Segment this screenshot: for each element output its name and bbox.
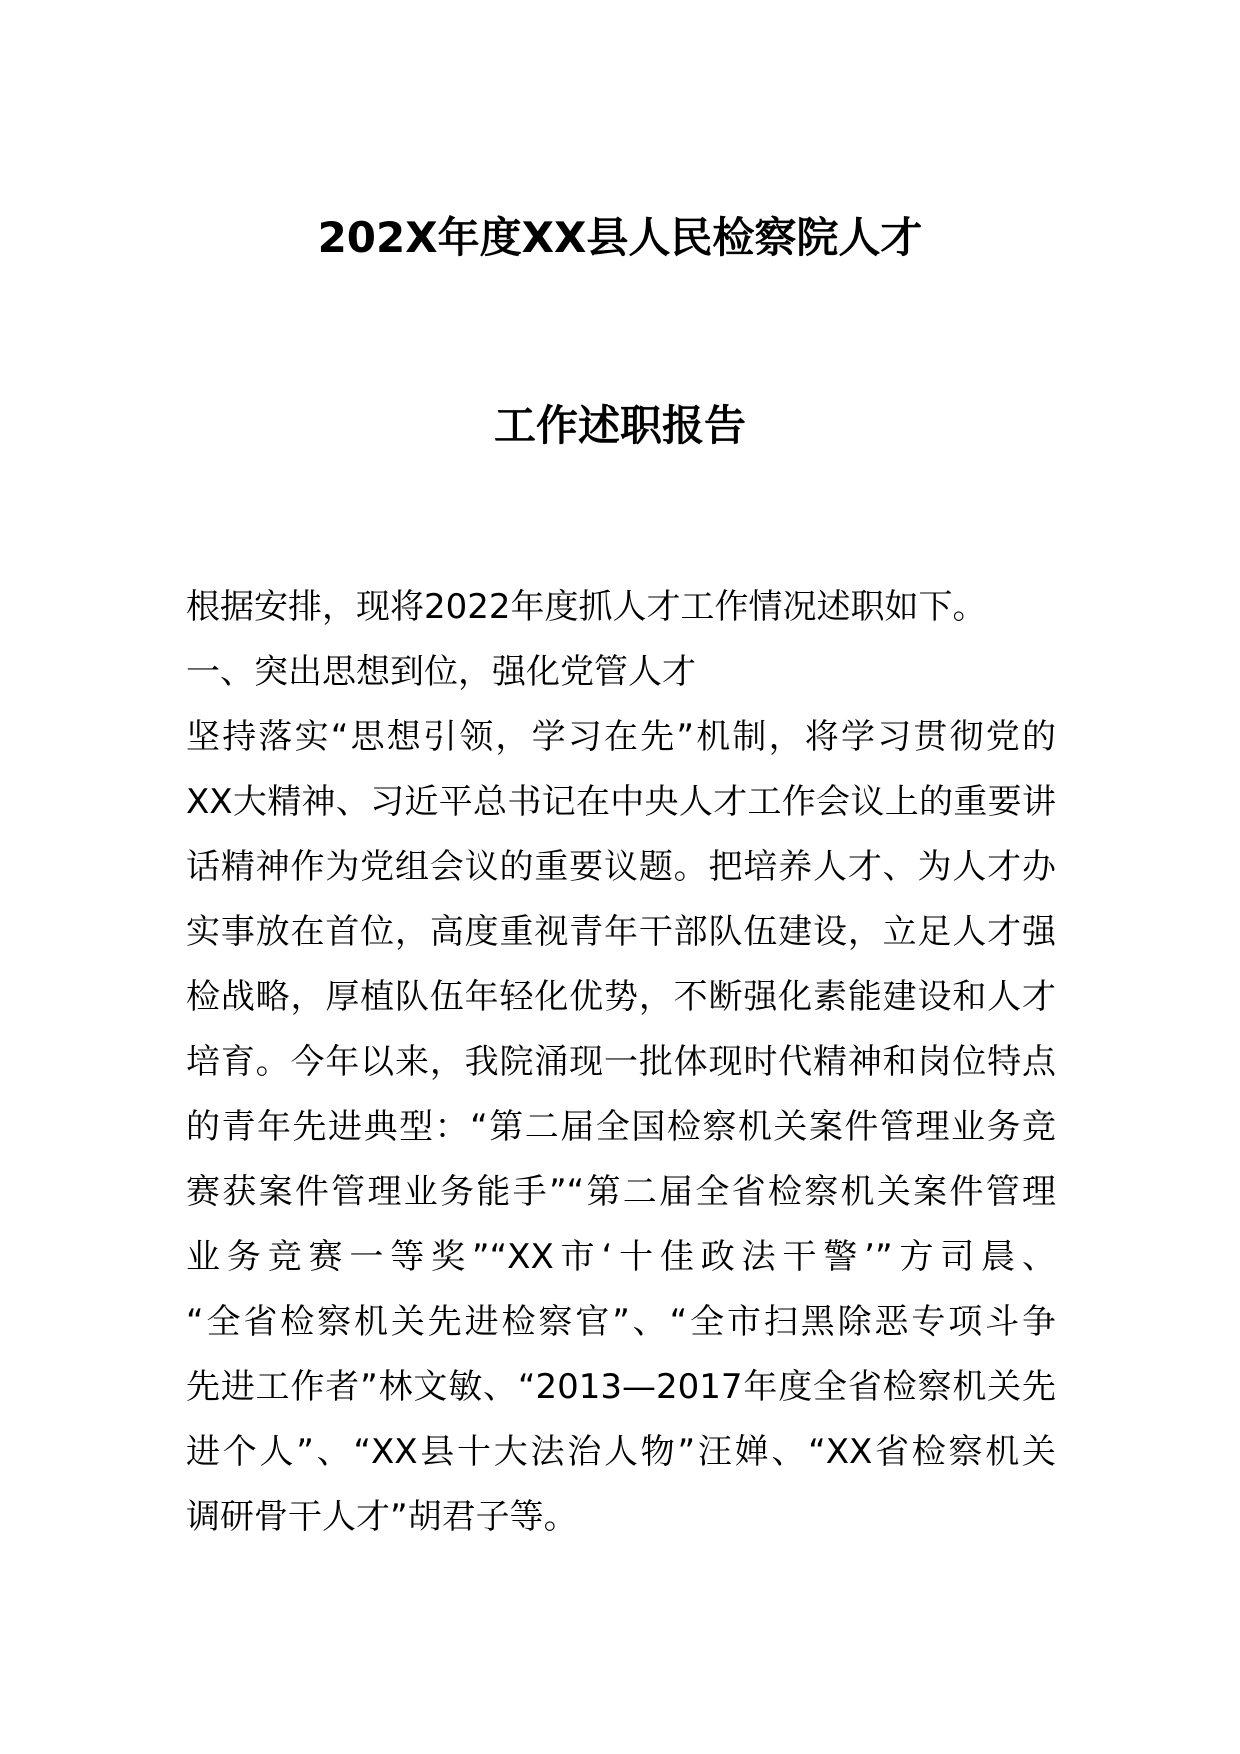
paragraph-line: 坚持落实“思想引领，学习在先”机制，将学习贯彻党的 [186, 717, 1056, 757]
paragraph-line: 进个人”、“XX县十大法治人物”汪婵、“XX省检察机关 [186, 1432, 1056, 1472]
report-title-line-2: 工作述职报告 [493, 401, 746, 450]
paragraph-line: 的青年先进典型：“第二届全国检察机关案件管理业务竞 [186, 1107, 1056, 1147]
section-heading: 一、突出思想到位，强化党管人才 [186, 652, 696, 692]
paragraph-line: 赛获案件管理业务能手”“第二届全省检察机关案件管理 [186, 1172, 1056, 1212]
paragraph-line: 调研骨干人才”胡君子等。 [186, 1497, 578, 1537]
paragraph-line: “全省检察机关先进检察官”、“全市扫黑除恶专项斗争 [186, 1302, 1056, 1342]
paragraph-line: 先进工作者”林文敏、“2013—2017年度全省检察机关先 [186, 1367, 1056, 1407]
paragraph-line: XX大精神、习近平总书记在中央人才工作会议上的重要讲 [186, 782, 1056, 822]
paragraph-line: 培育。今年以来，我院涌现一批体现时代精神和岗位特点 [186, 1042, 1056, 1082]
report-title-line-1: 202X年度XX县人民检察院人才 [317, 213, 923, 262]
paragraph-line: 检战略，厚植队伍年轻化优势，不断强化素能建设和人才 [186, 977, 1056, 1017]
paragraph-line: 业务竞赛一等奖”“XX市‘十佳政法干警’”方司晨、 [186, 1237, 1056, 1277]
paragraph-line: 实事放在首位，高度重视青年干部队伍建设，立足人才强 [186, 912, 1056, 952]
intro-line: 根据安排，现将2022年度抓人才工作情况述职如下。 [186, 587, 987, 627]
report-body [186, 575, 1056, 1550]
paragraph-line: 话精神作为党组会议的重要议题。把培养人才、为人才办 [186, 847, 1056, 887]
